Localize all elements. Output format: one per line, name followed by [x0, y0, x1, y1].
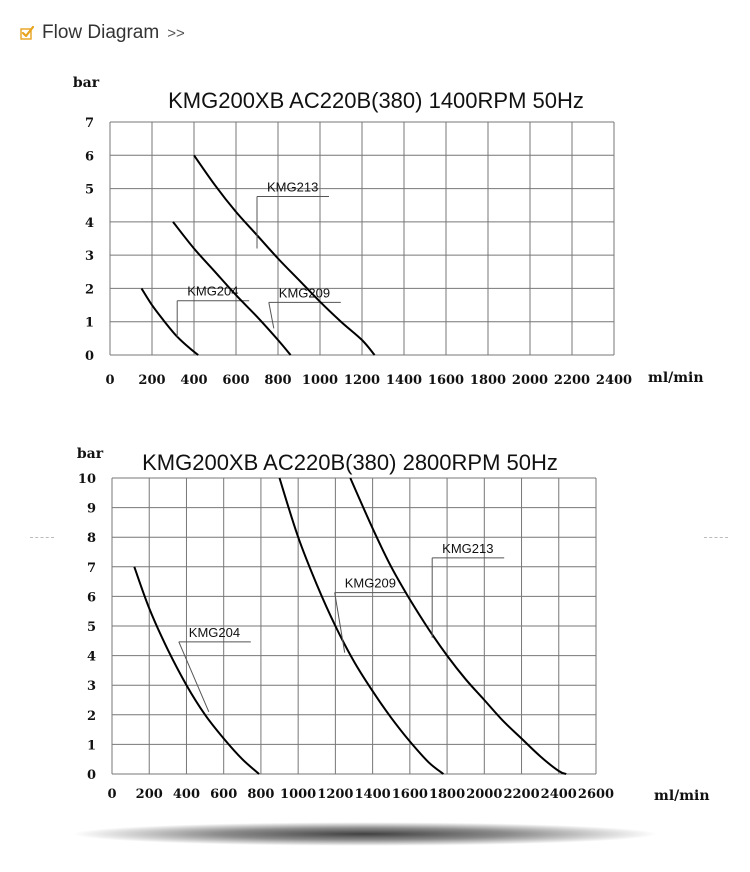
y-tick-label: 3 — [84, 249, 94, 265]
y-tick-label: 5 — [84, 182, 94, 198]
x-tick-label: 1600 — [427, 373, 465, 388]
y-tick-label: 6 — [84, 149, 94, 165]
y-tick-label: 1 — [84, 315, 94, 331]
y-tick-label: 0 — [86, 768, 96, 783]
x-tick-label: 1200 — [343, 373, 381, 388]
callout-leader-line — [269, 302, 274, 328]
x-tick-label: 1400 — [354, 787, 391, 802]
x-tick-label: 2000 — [511, 373, 549, 388]
x-tick-label: 2600 — [577, 787, 615, 802]
y-tick-label: 5 — [86, 620, 96, 635]
series-label-kmg213: KMG213 — [442, 540, 494, 556]
series-label-kmg209: KMG209 — [344, 575, 397, 591]
x-tick-label: 2400 — [595, 373, 633, 388]
chart-title: KMG200XB AC220B(380) 2800RPM 50Hz — [142, 450, 558, 475]
series-label-kmg204: KMG204 — [188, 624, 241, 640]
y-tick-label: 6 — [86, 590, 96, 606]
callout-leader-line — [335, 593, 345, 653]
y-axis-label: bar — [76, 446, 104, 462]
bottom-shadow — [70, 822, 660, 846]
series-label-kmg209: KMG209 — [278, 285, 331, 301]
x-tick-label: 400 — [180, 373, 208, 388]
chart-1400rpm — [0, 60, 750, 400]
x-tick-label: 1000 — [301, 373, 339, 388]
y-tick-label: 7 — [86, 560, 96, 576]
x-axis-label: ml/min — [654, 788, 710, 804]
y-tick-label: 4 — [84, 215, 94, 231]
y-tick-label: 2 — [84, 282, 94, 298]
y-tick-label: 10 — [77, 472, 96, 487]
section-header — [20, 20, 185, 46]
checkbox-checked-icon — [20, 26, 34, 40]
y-tick-label: 2 — [86, 708, 96, 724]
chart-grid — [112, 478, 596, 774]
y-tick-label: 9 — [86, 501, 96, 517]
x-tick-label: 0 — [107, 787, 117, 802]
x-axis-label: ml/min — [648, 370, 704, 386]
x-tick-label: 1000 — [280, 787, 317, 802]
x-tick-label: 2400 — [540, 787, 577, 802]
x-tick-label: 1800 — [428, 787, 466, 802]
y-tick-label: 8 — [86, 531, 96, 547]
x-tick-label: 2200 — [553, 373, 591, 388]
y-tick-label: 7 — [84, 116, 94, 131]
x-tick-label: 600 — [210, 787, 238, 802]
series-label-kmg204: KMG204 — [187, 283, 239, 299]
y-tick-label: 3 — [86, 679, 96, 695]
x-tick-label: 1400 — [385, 373, 423, 388]
series-label-kmg213: KMG213 — [267, 179, 319, 195]
x-tick-label: 800 — [247, 787, 275, 802]
x-tick-label: 400 — [172, 787, 201, 802]
x-tick-label: 800 — [264, 373, 292, 388]
chart-title: KMG200XB AC220B(380) 1400RPM 50Hz — [168, 88, 584, 113]
y-tick-label: 1 — [86, 738, 96, 754]
chart-2800rpm — [0, 440, 750, 820]
y-axis-label: bar — [72, 75, 100, 91]
x-tick-label: 0 — [105, 373, 115, 388]
y-tick-label: 0 — [84, 349, 94, 364]
x-tick-label: 2200 — [503, 787, 540, 802]
section-title: Flow Diagram — [42, 22, 160, 43]
double-arrow-icon: >> — [167, 24, 185, 42]
series-line-kmg204 — [134, 567, 259, 774]
callout-leader-line — [179, 642, 209, 712]
x-tick-label: 200 — [135, 787, 163, 802]
x-tick-label: 1600 — [391, 787, 428, 802]
x-tick-label: 1200 — [317, 787, 354, 802]
x-tick-label: 200 — [138, 373, 166, 388]
y-tick-label: 4 — [86, 649, 96, 665]
x-tick-label: 600 — [222, 373, 250, 388]
x-tick-label: 2000 — [466, 787, 503, 802]
x-tick-label: 1800 — [469, 373, 507, 388]
